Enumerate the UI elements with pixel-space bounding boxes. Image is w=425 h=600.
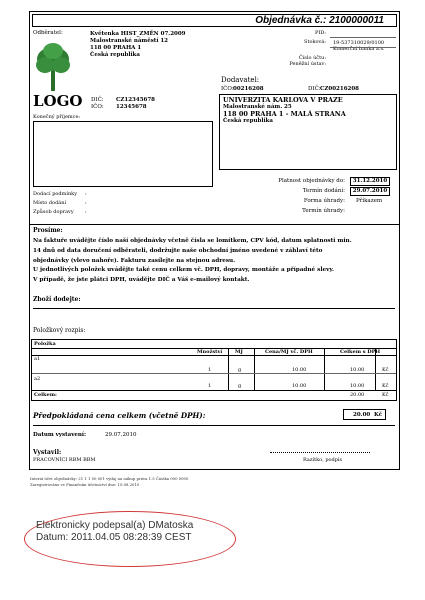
supplier-line: Česká republika (223, 118, 273, 124)
item-qty: 1 (208, 383, 212, 389)
request-title: Prosíme: (33, 227, 63, 234)
final-recipient-label: Konečný příjemce: (33, 114, 81, 120)
bank-labels (268, 30, 326, 67)
items-sum-label: Celkem: (34, 392, 57, 398)
column-unit: MJ (235, 349, 243, 355)
request-line: V případě, že jste plátci DPH, uvádějte DIČ a Váš e-mailový kontakt. (33, 277, 250, 284)
footer-line1: Interní účet objednávky: 21 1 1 00 001 výdaj na nákup práva 1.5 Částka 000 0000 (30, 476, 189, 481)
customer-dic: CZ12345678 (116, 97, 156, 103)
valid-value: 31.12.2010 (350, 177, 390, 186)
item-currency: Kč (382, 383, 389, 389)
item-unit: g (238, 367, 242, 373)
valid-label: Platnost objednávky do: (278, 178, 345, 184)
order-subject-label: Zboží dodejte: (33, 296, 81, 303)
signature-line1: Elektronicky podepsal(a) DMatoska (36, 520, 194, 531)
transport-label: Způsob dopravy (33, 209, 74, 215)
page-title: Objednávka č.: 2100000011 (255, 15, 384, 26)
total-box (343, 409, 386, 420)
supplier-address (223, 97, 346, 125)
issuer-name: PRACOVNÍCI RBM BBM (33, 457, 96, 463)
supplier-ico: 00216208 (233, 86, 264, 92)
total-currency: Kč (374, 412, 383, 418)
stamp-label: Razítko, podpis (303, 457, 343, 463)
total-value: 20.00 (353, 412, 371, 418)
issuer-label: Vystavil: (33, 449, 62, 456)
final-recipient-box (33, 121, 213, 187)
payment-form-label: Forma úhrady: (303, 198, 345, 204)
delivery-cond-value: : (85, 191, 87, 197)
bank-value: Komerční banka a.s. (333, 46, 385, 52)
total-label: Předpokládaná cena celkem (včetně DPH): (33, 411, 206, 420)
items-table (31, 339, 397, 401)
signature-text (36, 520, 193, 544)
customer-address (90, 31, 230, 59)
supplier-box (219, 94, 397, 170)
column-quantity: Množství (197, 349, 223, 355)
bank-label: Peněžní ústav: (289, 61, 326, 67)
customer-line: Malostranské náměstí 12 (90, 38, 169, 44)
supplier-dic-label: DIČ: (308, 86, 321, 92)
request-line: Na faktuře uvádějte číslo naší objednávky včetně čísla se lomítkem, CPV kód, datum splatnosti min. (33, 238, 352, 244)
pid-label: PID: (314, 30, 326, 36)
request-line: objednávky (vlevo nahoře). Fakturu zasílejte na stejnou adresu. (33, 257, 236, 264)
item-total: 10.00 (350, 383, 365, 389)
stock-label: Stoková: (304, 39, 326, 45)
footer-line2: Zaregistrováno ve Finančním účetnictví dne: 10.08.2010 (30, 482, 140, 487)
column-total: Celkem s DPH (340, 349, 381, 355)
customer-line: Květenka HIST_ZMĚN 07.2009 (90, 31, 186, 37)
item-index: a1 (34, 356, 41, 362)
customer-ico-label: IČO: (91, 104, 104, 110)
bank-values (333, 30, 397, 52)
item-currency: Kč (382, 367, 389, 373)
delivery-cond-label: Dodací podmínky (33, 191, 78, 197)
tree-logo-icon (33, 41, 73, 93)
delivery-label: Termín dodání: (302, 188, 345, 194)
issued-value: 29.07.2010 (105, 432, 137, 438)
issued-label: Datum vystavení: (33, 432, 87, 438)
items-title: Položkový rozpis: (33, 327, 86, 334)
item-price: 10.00 (292, 367, 307, 373)
customer-dic-label: DIČ: (91, 97, 104, 103)
items-header-label: Položka (34, 341, 56, 347)
transport-value: : (85, 209, 87, 215)
account-label: Číslo účtu: (298, 55, 326, 61)
column-price: Cena/MJ vč. DPH (265, 349, 313, 355)
title-box (32, 14, 397, 27)
supplier-ico-label: IČO: (221, 86, 234, 92)
payment-term-label: Termín úhrady: (302, 208, 345, 214)
payment-form-value: Příkazem (356, 198, 383, 204)
items-sum: 20.00 (350, 392, 365, 398)
item-total: 10.00 (350, 367, 365, 373)
supplier-line: 118 00 PRAHA 1 - MALÁ STRANA (223, 110, 346, 118)
signature-line2: Datum: 2011.04.05 08:28:39 CEST (36, 532, 192, 543)
request-line: 14 dnů od data doručení odběrateli, dodržujte naše obchodní jméno uvedené v záhlaví této (33, 247, 323, 254)
supplier-line: UNIVERZITA KARLOVA V PRAZE (223, 96, 343, 104)
items-sum-currency: Kč (382, 392, 389, 398)
customer-label: Odběratel: (33, 30, 63, 36)
customer-line: Česká republika (90, 52, 140, 58)
logo-text: LOGO (33, 92, 83, 110)
validity-labels (240, 178, 345, 215)
customer-ico: 12345678 (116, 104, 147, 110)
supplier-label: Dodavatel: (221, 76, 260, 84)
request-line: U jednotlivých položek uvádějte také cenu celkem vč. DPH, dopravy, montáže a případné slevy. (33, 267, 335, 274)
customer-line: 118 00 PRAHA 1 (90, 45, 142, 51)
place-value: : (85, 200, 87, 206)
supplier-dic: CZ00216208 (320, 86, 360, 92)
place-label: Místo dodání (33, 200, 67, 206)
supplier-line: Malostranské nám. 25 (223, 104, 292, 110)
item-price: 10.00 (292, 383, 307, 389)
item-qty: 1 (208, 367, 212, 373)
request-text (33, 237, 395, 286)
conditions (33, 191, 87, 215)
item-index: a2 (34, 376, 41, 382)
account-value: 19-537310029/0100 (333, 40, 385, 46)
item-unit: g (238, 383, 242, 389)
delivery-value: 29.07.2010 (350, 187, 390, 196)
